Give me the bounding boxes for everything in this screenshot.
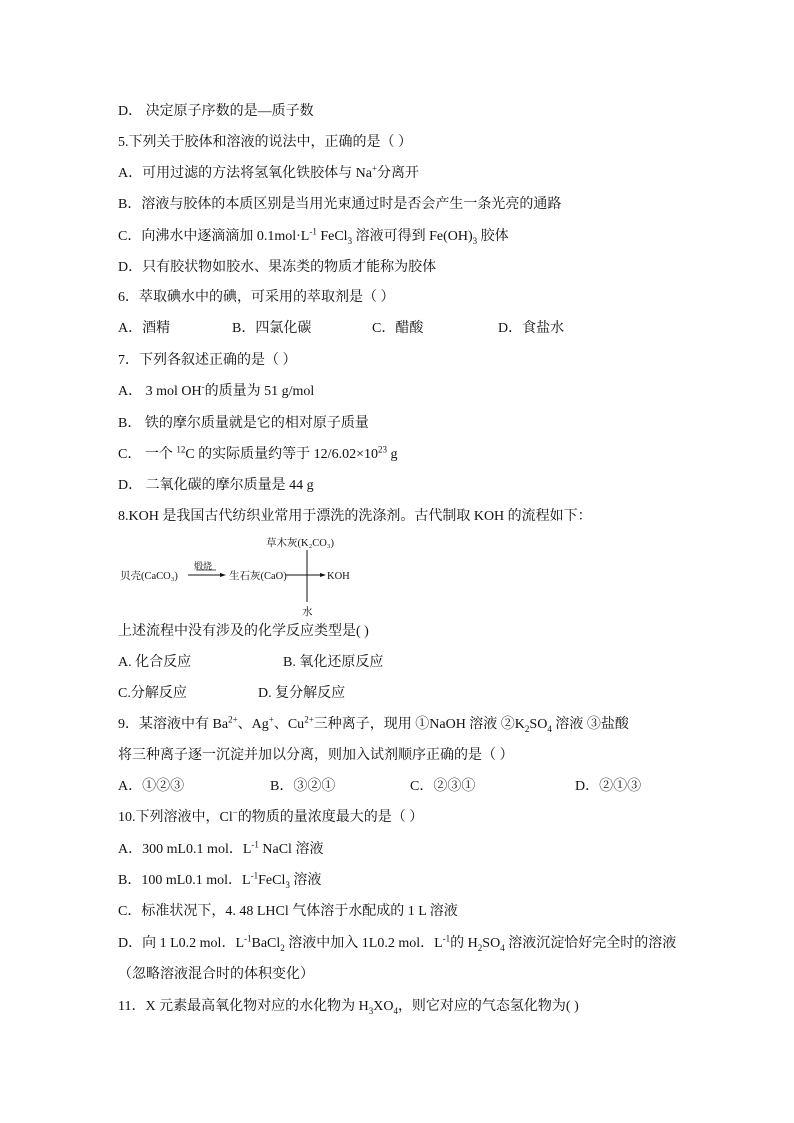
text-segment: C．醋酸 — [372, 321, 424, 336]
text-segment: A．可用过滤的方法将氢氧化铁胶体与 Na — [118, 166, 372, 181]
text-segment: D．向 1 L0.2 mol．L — [118, 936, 244, 951]
text-segment: D．食盐水 — [498, 321, 565, 336]
text-segment: 10.下列溶液中，Cl — [118, 810, 233, 825]
text-segment: SO — [529, 717, 548, 732]
text-segment: 将三种离子逐一沉淀并加以分离，则加入试剂顺序正确的是（ ） — [118, 748, 514, 763]
subscript: 4 — [500, 942, 505, 953]
text-segment: 溶液 ③盐酸 — [551, 717, 629, 732]
shell-label: 贝壳(CaCO₃) — [120, 571, 178, 582]
supscript: - — [201, 381, 205, 392]
text-segment: B．③②① — [270, 779, 336, 794]
option-c — [372, 320, 423, 338]
text-segment: 溶液沉淀恰好完全时的溶液 — [504, 936, 677, 951]
text-segment: A．酒精 — [118, 321, 171, 336]
text-segment: 溶液可得到 Fe(OH) — [352, 229, 473, 244]
option-line — [118, 935, 676, 953]
option-b — [283, 654, 383, 672]
supscript: -1 — [442, 933, 451, 944]
text-segment: C 的实际质量约等于 12/6.02×10 — [185, 447, 378, 462]
text-segment: 7．下列各叙述正确的是（ ） — [118, 353, 297, 368]
option-line — [118, 841, 323, 859]
supscript: 2+ — [304, 714, 314, 725]
supscript: -1 — [250, 870, 259, 881]
text-segment: （忽略溶液混合时的体积变化） — [118, 967, 314, 982]
option-a — [118, 320, 170, 338]
text-segment: 溶液中加入 1L0.2 mol．L — [284, 936, 443, 951]
text-segment: FeCl — [316, 229, 348, 244]
question-9 — [118, 716, 629, 734]
supscript: − — [232, 807, 238, 818]
text-segment: D．②①③ — [575, 779, 642, 794]
text-segment: B．溶液与胶体的本质区别是当用光束通过时是否会产生一条光亮的通路 — [118, 197, 562, 212]
subscript: 3 — [472, 235, 478, 246]
text-segment: 、Ag — [237, 717, 269, 732]
text-segment: 上述流程中没有涉及的化学反应类型是( ) — [118, 624, 369, 639]
option-c — [410, 778, 475, 796]
option-b — [232, 320, 311, 338]
option-a — [118, 778, 184, 796]
text-segment: NaCl 溶液 — [258, 842, 324, 857]
text-segment: 的质量为 51 g/mol — [204, 384, 315, 399]
water-label: 水 — [302, 607, 313, 617]
option-line — [118, 165, 419, 183]
subscript: 4 — [547, 723, 552, 734]
text-segment: C． 一个 — [118, 447, 177, 462]
text-segment: A． 3 mol OH — [118, 384, 202, 399]
text-segment: 、Cu — [273, 717, 305, 732]
koh-flow-diagram — [118, 532, 378, 617]
text-segment: 分离开 — [377, 166, 420, 181]
supscript: -1 — [309, 226, 317, 237]
text-segment: 6．萃取碘水中的碘，可采用的萃取剂是（ ） — [118, 290, 395, 305]
text-segment: B． 铁的摩尔质量就是它的相对原子质量 — [118, 416, 369, 431]
supscript: -1 — [244, 933, 252, 944]
supscript: 12 — [176, 444, 186, 455]
text-segment: D． 决定原子序数的是—质子数 — [118, 104, 314, 119]
text-segment: 9．某溶液中有 Ba — [118, 717, 229, 732]
arrow-head — [220, 573, 226, 577]
text-segment: 5.下列关于胶体和溶液的说法中，正确的是（ ） — [118, 135, 412, 150]
text-segment: B. 氧化还原反应 — [283, 655, 384, 670]
supscript: 2+ — [228, 714, 238, 725]
question-5 — [118, 134, 412, 152]
supscript: + — [371, 163, 378, 174]
option-note — [118, 966, 314, 984]
text-segment: 的物质的量浓度最大的是（ ） — [237, 810, 424, 825]
text-segment: C.分解反应 — [118, 686, 187, 701]
question-10 — [118, 809, 423, 827]
text-segment: A．300 mL0.1 mol．L — [118, 842, 252, 857]
option-line — [118, 228, 509, 246]
option-line — [118, 259, 436, 277]
text-segment: 8.KOH 是我国古代纺织业常用于漂洗的洗涤剂。古代制取 KOH 的流程如下： — [118, 509, 592, 524]
supscript: 23 — [377, 444, 387, 455]
text-segment: XO — [373, 999, 394, 1014]
calcine-label: 煅烧 — [194, 561, 213, 571]
text-segment: 三种离子，现用 ①NaOH 溶液 ②K — [313, 717, 525, 732]
text-segment: 11．X 元素最高氧化物对应的水化物为 H — [118, 999, 369, 1014]
text-segment: D．只有胶状物如胶水、果冻类的物质才能称为胶体 — [118, 260, 437, 275]
text-segment: C．向沸水中逐滴滴加 0.1mol·L — [118, 229, 310, 244]
option-line — [118, 446, 397, 464]
text-segment: B．100 mL0.1 mol．L — [118, 873, 251, 888]
text-segment: SO — [482, 936, 501, 951]
text-segment: C．标准状况下，4. 48 LHCl 气体溶于水配成的 1 L 溶液 — [118, 904, 458, 919]
text-segment: C．②③① — [410, 779, 476, 794]
subscript: 2 — [477, 942, 483, 953]
question-9-cont — [118, 747, 514, 765]
product-label: KOH — [327, 571, 350, 582]
option-line — [118, 903, 458, 921]
option-line — [118, 872, 321, 890]
question-6 — [118, 289, 395, 307]
option-b — [270, 778, 335, 796]
subscript: 2 — [524, 723, 530, 734]
question-8 — [118, 508, 592, 526]
ash-label: 草木灰(K₂CO₃) — [266, 538, 334, 549]
option-d — [498, 320, 564, 338]
option-line — [118, 415, 369, 433]
text-segment: B．四氯化碳 — [232, 321, 312, 336]
text-segment: D. 复分解反应 — [258, 686, 346, 701]
text-segment: ，则它对应的气态氢化物为( ) — [397, 999, 579, 1014]
subscript: 2 — [280, 942, 285, 953]
text-segment: D． 二氧化碳的摩尔质量是 44 g — [118, 478, 314, 493]
option-d — [258, 685, 345, 703]
subscript: 4 — [393, 1005, 398, 1016]
option-line — [118, 196, 561, 214]
question-11 — [118, 998, 579, 1016]
text-segment: 的 H — [450, 936, 478, 951]
subscript: 3 — [368, 1005, 374, 1016]
text-segment: 溶液 — [289, 873, 322, 888]
text-segment: g — [386, 447, 398, 462]
subscript: 3 — [285, 879, 290, 890]
arrow-head — [320, 573, 326, 577]
option-a — [118, 654, 191, 672]
option-c — [118, 685, 187, 703]
option-line — [118, 477, 314, 495]
supscript: -1 — [251, 839, 259, 850]
option-line — [118, 383, 314, 401]
option-line — [118, 103, 314, 121]
text-segment: 胶体 — [477, 229, 509, 244]
option-d — [575, 778, 641, 796]
supscript: + — [268, 714, 274, 725]
text-segment: A. 化合反应 — [118, 655, 192, 670]
lime-label: 生石灰(CaO) — [229, 571, 287, 582]
text-segment: BaCl — [251, 936, 281, 951]
text-segment: FeCl — [258, 873, 286, 888]
question-8-prompt — [118, 623, 369, 641]
question-7 — [118, 352, 297, 370]
subscript: 3 — [347, 235, 353, 246]
text-segment: A．①②③ — [118, 779, 185, 794]
